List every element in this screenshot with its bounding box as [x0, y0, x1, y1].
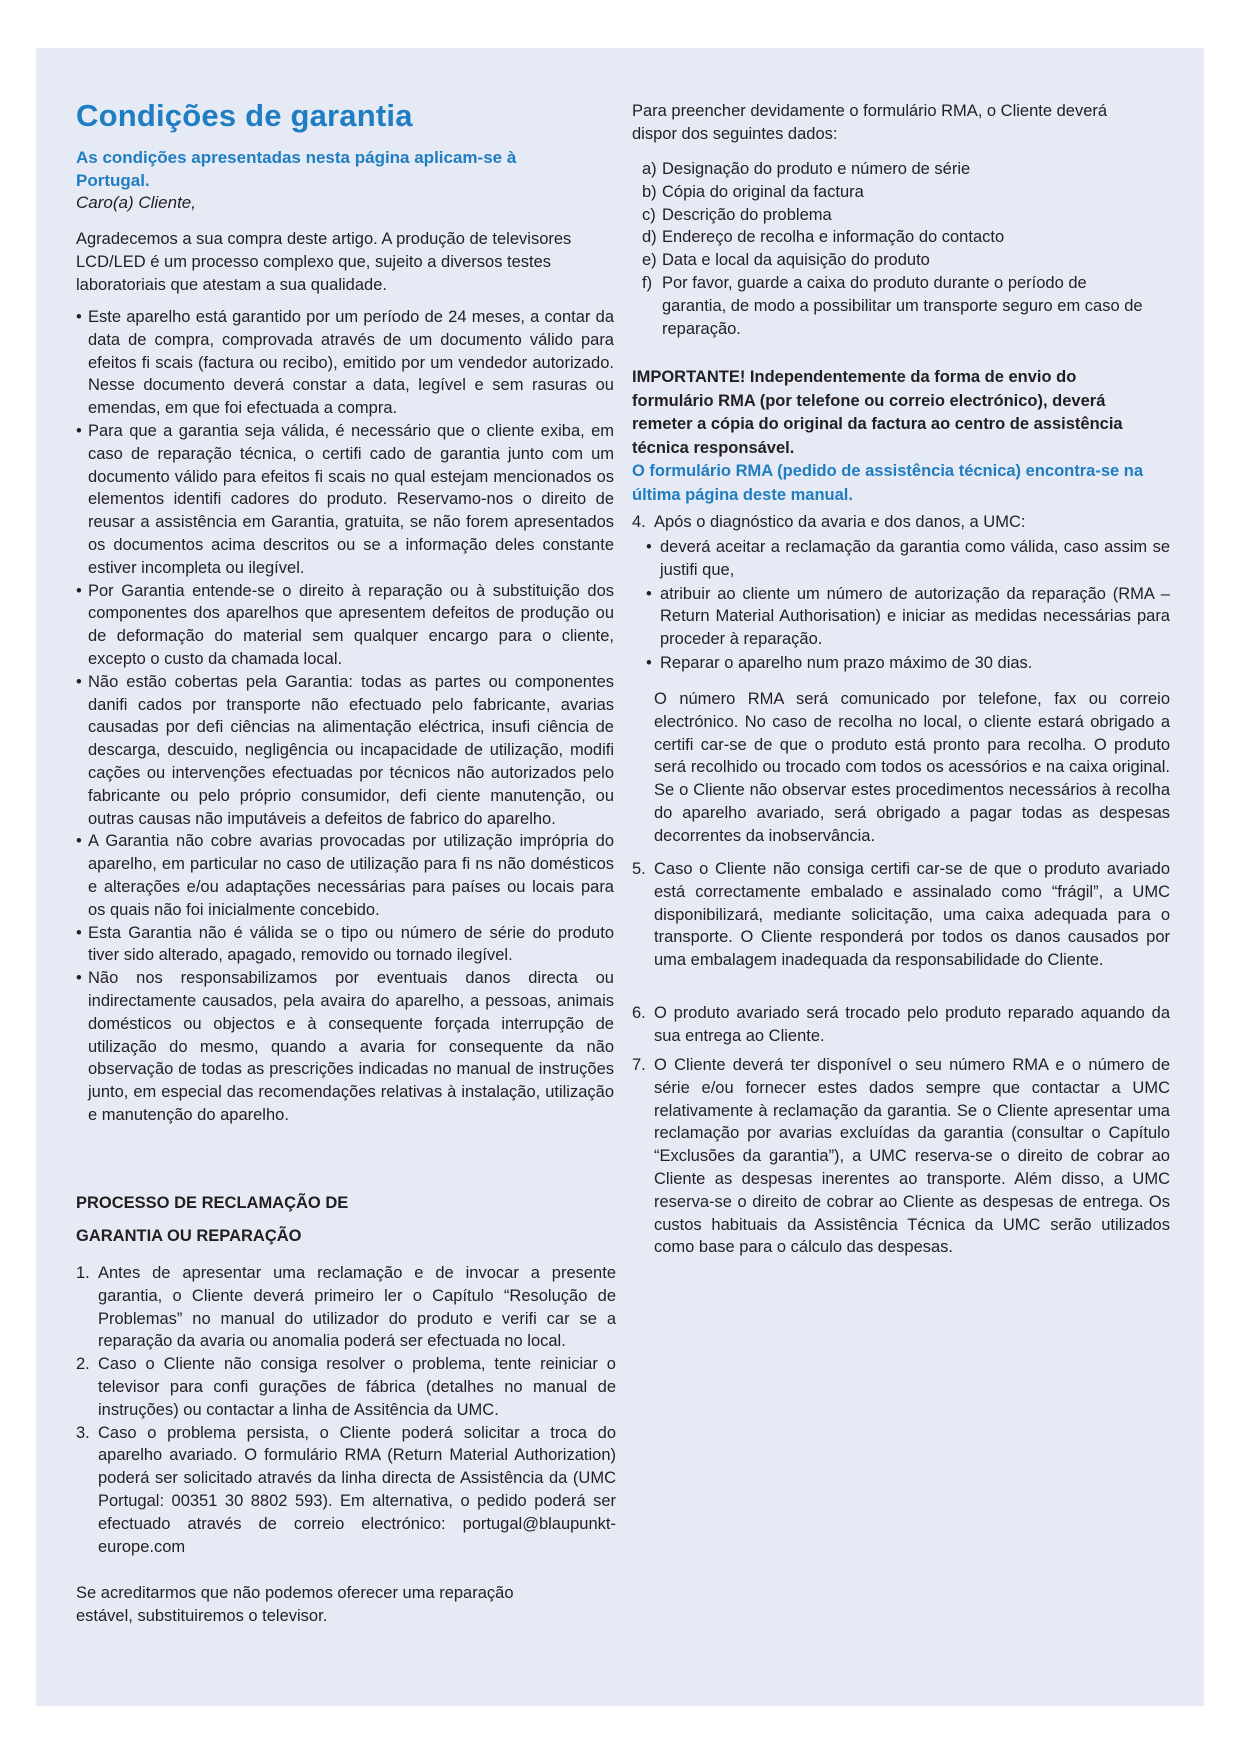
list-item: • Não nos responsabilizamos por eventuais danos directa ou indirectamente causados, pela avaira do aparelho, a pessoas, animais domésticos ou objectos e à consequente forçada interrupção de utilização do mesmo, quando a avaria for consequente da não observação de todas as prescrições indicadas no manual de instruções junto, em especial das recomendações relativas à instalação, utilização e manutenção do aparelho.: [76, 969, 614, 1124]
page-subtitle: As condições apresentadas nesta página aplicam-se à Portugal.: [76, 148, 517, 190]
step-item: 5. Caso o Cliente não consiga certifi car-se de que o produto avariado está correctamente embalado e assinalado como “frágil”, a UMC disponibilizará, mediante solicitação, uma caixa adequada para o transporte. O Cliente responderá por todos os danos causados por uma embalagem inadequada da responsabilidade do Cliente.: [632, 860, 1170, 970]
page-title: Condições de garantia: [76, 98, 413, 133]
step4-sub-list: [646, 536, 1170, 676]
warranty-terms-list: [76, 306, 614, 1127]
list-item: • deverá aceitar a reclamação da garantia como válida, caso assim se justifi que,: [646, 538, 1170, 579]
step-item: 3. Caso o problema persista, o Cliente poderá solicitar a troca do aparelho avariado. O formulário RMA (Return Material Authorization) poderá ser solicitado através da linha directa de Assistência da (UMC Portugal: 00351 30 8802 593). Em alternativa, o pedido poderá ser efectuado através de correio electrónico: portugal@blaupunkt-europe.com: [76, 1423, 616, 1556]
list-item: • Este aparelho está garantido por um período de 24 meses, a contar da data de compra, comprovada através de um documento válido para efeitos fi scais (factura ou recibo), emitido por um vendedor autorizado. Nesse documento deverá constar a data, legível e sem rasuras ou emendas, em que foi efectuada a compra.: [76, 308, 614, 418]
rma-location-note: O formulário RMA (pedido de assistência técnica) encontra-se na última página deste manual.: [632, 462, 1144, 504]
list-item: f) Por favor, guarde a caixa do produto durante o período de garantia, de modo a possibilitar um transporte seguro em caso de reparação.: [642, 273, 1143, 338]
greeting: Caro(a) Cliente,: [76, 193, 196, 212]
list-item: • A Garantia não cobre avarias provocadas por utilização imprópria do aparelho, em particular no caso de utilização para fi ns não domésticos e alterações e/ou adaptações necessárias para países ou locais para os quais não foi inicialmente concebido.: [76, 832, 614, 919]
list-item: • atribuir ao cliente um número de autorização da reparação (RMA – Return Material Authorisation) e iniciar as medidas necessárias para proceder à reparação.: [646, 584, 1170, 649]
step-item: 1. Antes de apresentar uma reclamação e de invocar a presente garantia, o Cliente deverá primeiro ler o Capítulo “Resolução de Problemas” no manual do utilizador do produto e verifi car se a reparação da avaria ou anomalia poderá ser efectuada no local.: [76, 1264, 616, 1351]
step-item: 2. Caso o Cliente não consiga resolver o problema, tente reiniciar o televisor para confi gurações de fábrica (detalhes no manual de instruções) ou contactar a linha de Assitência da UMC.: [76, 1355, 616, 1419]
list-item: • Por Garantia entende-se o direito à reparação ou à substituição dos componentes dos aparelhos que apresentem defeitos de produção ou de deformação do material sem qualquer encargo para o cliente, excepto o custo da chamada local.: [76, 581, 614, 668]
step-item: 6. O produto avariado será trocado pelo produto reparado aquando da sua entrega ao Cliente.: [632, 1004, 1170, 1045]
important-notice: IMPORTANTE! Independentemente da forma de envio do formulário RMA (por telefone ou correio electrónico), deverá remeter a cópia do original da factura ao centro de assistência técnica responsável.: [632, 368, 1123, 457]
document-page: [36, 48, 1204, 1706]
section-heading-line-1: PROCESSO DE RECLAMAÇÃO DE: [76, 1194, 349, 1212]
list-item: • Para que a garantia seja válida, é necessário que o cliente exiba, em caso de reparação técnica, o certifi cado de garantia junto com um documento válido para efeitos fi scais no qual estejam mencionados os elementos identifi cadores do produto. Reservamo-nos o direito de reusar a assistência em Garantia, gratuita, se não forem apresentados os documentos acima descritos ou se a informação deles constante estiver incompleta ou ilegível.: [76, 421, 614, 577]
closing-paragraph: Se acreditarmos que não podemos oferecer uma reparação estável, substituiremos o televisor.: [76, 1584, 514, 1625]
list-item: a) Designação do produto e número de série: [642, 160, 971, 178]
list-item: • Reparar o aparelho num prazo máximo de 30 dias.: [646, 653, 1033, 672]
step-item: 4. Após o diagnóstico da avaria e dos danos, a UMC:: [632, 513, 1026, 531]
list-item: • Não estão cobertas pela Garantia: todas as partes ou componentes danifi cados por transporte não efectuado pelo fabricante, avarias causadas por defi ciências na alimentação eléctrica, insufi ciência de descarga, descuido, negligência ou incapacidade de utilização, modifi cações ou intervenções efectuadas por técnicos não autorizados pelo fabricante ou pelo próprio consumidor, defi ciente manutenção, ou outras causas não imputáveis a defeitos de fabrico do aparelho.: [76, 672, 614, 828]
claim-steps-list: [76, 1262, 616, 1558]
step4-details: O número RMA será comunicado por telefone, fax ou correio electrónico. No caso de recolha no local, o cliente estará obrigado a certifi car-se de que o produto está pronto para recolha. O produto será recolhido ou trocado com todos os acessórios e na caixa original. Se o Cliente não observar estes procedimentos necessários à recolha do aparelho avariado, será obrigado a pagar todas as despesas decorrentes da inobservância.: [654, 690, 1170, 845]
intro-paragraph: Agradecemos a sua compra deste artigo. A produção de televisores LCD/LED é um processo complexo que, sujeito a diversos testes laboratoriais que atestam a sua qualidade.: [76, 230, 572, 294]
list-item: c) Descrição do problema: [642, 205, 832, 224]
rma-fields-list: [642, 158, 1152, 340]
rma-intro: Para preencher devidamente o formulário RMA, o Cliente deverá dispor dos seguintes dados:: [632, 102, 1108, 143]
list-item: b) Cópia do original da factura: [642, 182, 864, 201]
section-heading-line-2: GARANTIA OU REPARAÇÃO: [76, 1227, 302, 1245]
list-item: d) Endereço de recolha e informação do contacto: [642, 228, 1005, 247]
step-item: 7. O Cliente deverá ter disponível o seu número RMA e o número de série e/ou fornecer estes dados sempre que contactar a UMC relativamente à reclamação da garantia. Se o Cliente apresentar uma reclamação por avarias excluídas da garantia (consultar o Capítulo “Exclusões da garantia”), a UMC reserva-se o direito de cobrar ao Cliente as despesas inerentes ao transporte. Além disso, a UMC reserva-se o direito de cobrar ao Cliente as despesas de entrega. Os custos habituais da Assistência Técnica da UMC serão utilizados como base para o cálculo das despesas.: [632, 1056, 1170, 1257]
list-item: • Esta Garantia não é válida se o tipo ou número de série do produto tiver sido alterado, apagado, removido ou tornado ilegível.: [76, 923, 614, 965]
list-item: e) Data e local da aquisição do produto: [642, 251, 930, 270]
